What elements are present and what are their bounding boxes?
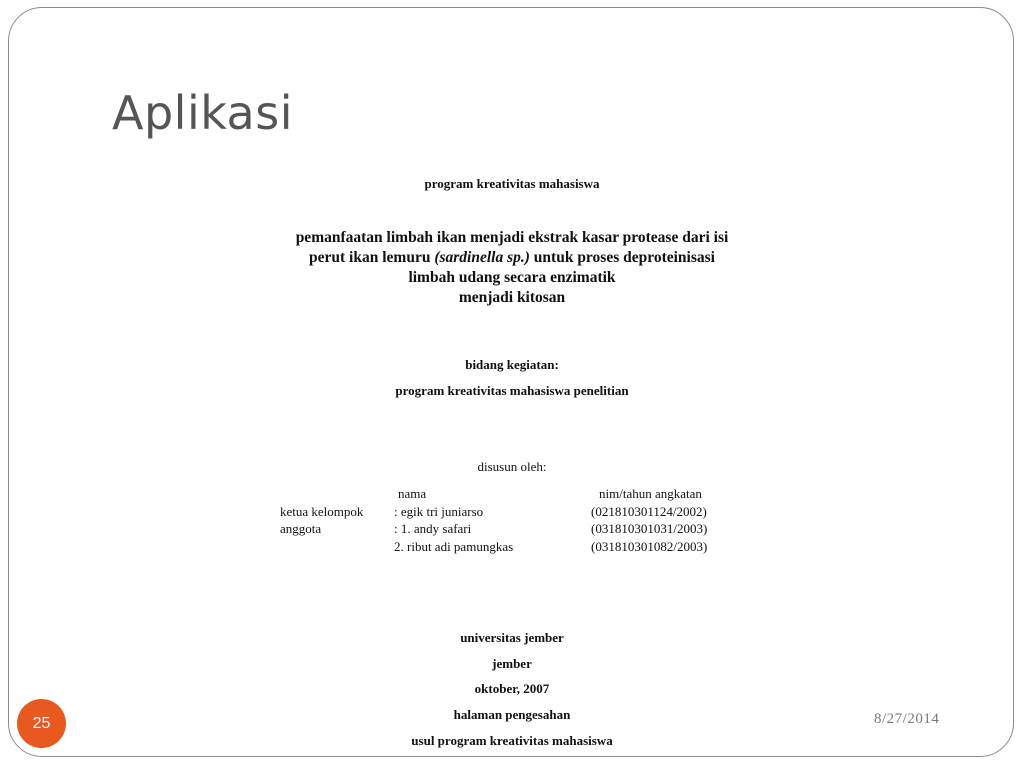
author-row [280,521,740,539]
slide-number-badge: 25 [17,699,66,748]
author-nim: (021810301124/2002) [591,503,707,519]
slide-date: 8/27/2014 [874,711,940,727]
doc-date: oktober, 2007 [474,681,550,696]
author-table [280,486,740,556]
header-name: nama [398,486,427,501]
author-name: : egik tri juniarso [394,503,484,519]
author-table-header [280,486,740,504]
doc-approval-page: halaman pengesahan [453,707,571,722]
doc-title-line-2-post: untuk proses deproteinisasi [529,249,715,266]
doc-title-line-2 [0,248,1024,268]
slide-title: Aplikasi [112,86,293,140]
doc-title-line-1: pemanfaatan limbah ikan menjadi ekstrak kasar protease dari isi [295,229,729,246]
author-role: ketua kelompok [280,503,364,519]
doc-title-line-2-pre: perut ikan lemuru [309,249,435,266]
doc-city: jember [492,656,532,671]
author-row [280,504,740,522]
doc-title-species: (sardinella sp.) [434,249,530,266]
doc-university: universitas jember [460,630,564,645]
author-role: anggota [280,521,322,536]
author-row [280,539,740,557]
doc-proposal: usul program kreativitas mahasiswa [411,733,613,748]
doc-header: program kreativitas mahasiswa [424,176,600,191]
doc-field-label: bidang kegiatan: [465,357,559,372]
author-nim: (031810301082/2003) [591,538,708,554]
header-nim: nim/tahun angkatan [599,486,702,501]
doc-title-line-4: menjadi kitosan [458,289,566,306]
author-name: 2. ribut adi pamungkas [394,538,514,554]
author-name: : 1. andy safari [394,521,472,536]
doc-title-line-3: limbah udang secara enzimatik [408,269,616,286]
doc-compiled-by: disusun oleh: [477,459,547,474]
author-nim: (031810301031/2003) [591,521,708,536]
doc-field-value: program kreativitas mahasiswa penelitian [395,383,629,398]
